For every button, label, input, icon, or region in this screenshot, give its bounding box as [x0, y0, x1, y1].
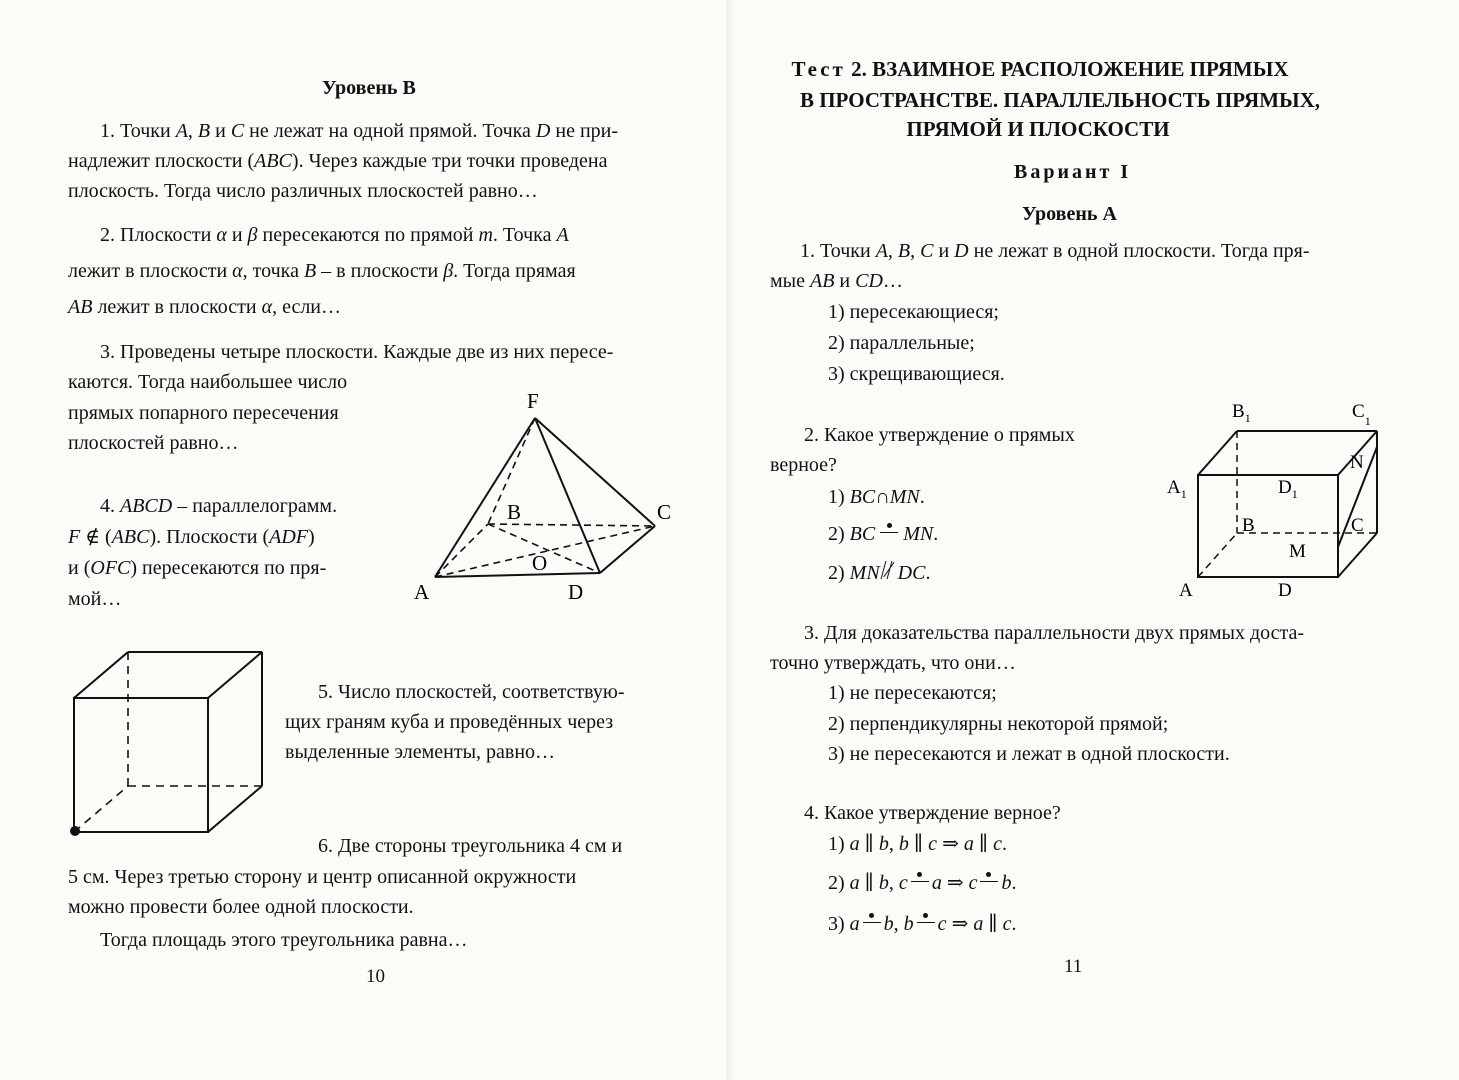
skew-lines-symbol [875, 520, 903, 540]
right-q3-option1: 1) не пересекаются; [828, 682, 997, 704]
test-title-line2: В ПРОСТРАНСТВЕ. ПАРАЛЛЕЛЬНОСТЬ ПРЯМЫХ, [799, 88, 1321, 112]
right-q2-line1: 2. Какое утверждение о прямых [804, 424, 1075, 446]
cube2-label-C: C [1351, 515, 1364, 536]
right-page [730, 0, 1459, 1080]
cube-front-face [74, 698, 208, 832]
left-q5-line2: щих граням куба и проведённых через [285, 711, 614, 733]
cube2-label-D: D [1278, 580, 1292, 601]
right-q3-line2: точно утверждать, что они… [770, 652, 1016, 674]
level-a-title: Уровень А [1022, 203, 1117, 225]
edge-BC-hidden [488, 524, 655, 526]
skew-symbol-2 [977, 869, 1001, 889]
cube2-label-N: N [1350, 452, 1364, 473]
cube2-label-B1: $B_1$ [1232, 401, 1251, 425]
left-q6-line2: 5 см. Через третью сторону и центр описанной окружности [68, 866, 577, 888]
pyr-label-D: D [568, 580, 584, 604]
skew-symbol-3 [860, 910, 884, 930]
left-q2-line2: лежит в плоскости α, точка B – в плоскости β. Тогда прямая [68, 260, 576, 282]
pyramid-figure [400, 380, 700, 610]
page-number-right: 11 [1064, 956, 1083, 977]
edge-FC [535, 418, 655, 526]
cube2-edge-DC [1338, 533, 1377, 577]
cube-hidden-diagonal [74, 786, 128, 832]
left-q3-line2: каются. Тогда наибольшее число [68, 371, 348, 393]
cube2-label-M: M [1289, 541, 1306, 562]
edge-AD [435, 573, 600, 577]
left-q6-line3: можно провести более одной плоскости. [68, 896, 414, 918]
cube-figure-right [1150, 395, 1380, 610]
edge-AB-hidden [435, 524, 488, 577]
pyr-label-C: C [657, 500, 672, 524]
variant-title: Вариант I [1014, 161, 1132, 183]
right-q3-option3: 3) не пересекаются и лежат в одной плоскости. [828, 743, 1230, 765]
test-title-line3: ПРЯМОЙ И ПЛОСКОСТИ [906, 117, 1170, 141]
left-q1-line1: 1. Точки A, B и C не лежат на одной прямой. Точка D не при- [100, 120, 619, 142]
pyr-label-A: A [414, 580, 430, 604]
cube2-edge-A1B1 [1198, 431, 1237, 475]
left-q4-line3: и (OFC) пересекаются по пря- [68, 557, 327, 579]
right-q1-line2: мые AB и CD… [770, 270, 903, 292]
left-q4-line4: мой… [68, 588, 122, 610]
cube-edge-br [208, 786, 262, 832]
left-q1-line3: плоскость. Тогда число различных плоскостей равно… [68, 180, 538, 202]
cube2-label-D1: $D_1$ [1278, 477, 1298, 501]
cube2-label-A1: $A_1$ [1167, 477, 1187, 501]
left-q3-line1: 3. Проведены четыре плоскости. Каждые две из них пересе- [100, 341, 614, 363]
left-q6-line4: Тогда площадь этого треугольника равна… [100, 929, 468, 951]
right-q4-option2: 2) a ∥ b, c a ⇒ c b. [828, 868, 1016, 898]
cube-edge-tl [74, 652, 128, 698]
right-q4-option3: 3) a b, b c ⇒ a ∥ c. [828, 909, 1016, 939]
edge-FD [535, 418, 600, 573]
right-q2-option3: 2) MN DC. [828, 558, 930, 588]
cube2-hidden-AB [1198, 533, 1237, 577]
right-q1-option3: 3) скрещивающиеся. [828, 363, 1005, 385]
left-q3-line4: плоскостей равно… [68, 432, 239, 454]
right-q1-option1: 1) пересекающиеся; [828, 301, 999, 323]
pyr-label-F: F [527, 389, 539, 413]
right-q2-option2: 2) BC MN. [828, 519, 938, 549]
left-q5-line1: 5. Число плоскостей, соответствую- [318, 681, 625, 703]
cube2-label-C1: $C_1$ [1352, 401, 1371, 428]
right-q1-option2: 2) параллельные; [828, 332, 975, 354]
right-q2-option1: 1) BC∩MN. [828, 486, 925, 508]
cube2-label-B: B [1242, 515, 1255, 536]
edge-FA [435, 418, 535, 577]
pyr-label-O: O [532, 551, 548, 575]
cube2-front-face [1198, 475, 1338, 577]
left-q1-line2: надлежит плоскости (ABC). Через каждые три точки проведена [68, 150, 608, 172]
left-q4-line1: 4. ABCD – параллелограмм. [100, 495, 338, 517]
not-parallel-symbol [880, 559, 898, 579]
pyr-label-B: B [507, 500, 522, 524]
left-q6-line1: 6. Две стороны треугольника 4 см и [318, 835, 623, 857]
skew-symbol-4 [914, 910, 938, 930]
cube-edge-tr [208, 652, 262, 698]
page-number-left: 10 [366, 966, 385, 987]
right-q4-line1: 4. Какое утверждение верное? [804, 802, 1061, 824]
left-q2-line3: AB лежит в плоскости α, если… [68, 296, 342, 318]
left-q2-line1: 2. Плоскости α и β пересекаются по прямой m. Точка A [100, 224, 569, 246]
left-q4-line2: F ∉ (ABC). Плоскости (ADF) [68, 526, 315, 548]
cube-highlighted-vertex [70, 826, 80, 836]
level-b-title: Уровень В [322, 77, 416, 99]
right-q1-line1: 1. Точки A, B, C и D не лежат в одной плоскости. Тогда пря- [800, 240, 1310, 262]
cube2-label-A: A [1179, 580, 1193, 601]
right-q4-option1: 1) a ∥ b, b ∥ c ⇒ a ∥ c. [828, 833, 1007, 855]
right-q2-line2: верное? [770, 454, 837, 476]
skew-symbol-1 [908, 869, 932, 889]
test-title-line1: Тест 2. ВЗАИМНОЕ РАСПОЛОЖЕНИЕ ПРЯМЫХ [791, 57, 1289, 81]
right-q3-line1: 3. Для доказательства параллельности двух прямых доста- [804, 622, 1305, 644]
right-q3-option2: 2) перпендикулярны некоторой прямой; [828, 713, 1169, 735]
left-q3-line3: прямых попарного пересечения [68, 402, 339, 424]
left-q5-line3: выделенные элементы, равно… [285, 741, 556, 763]
cube-figure-left [60, 640, 280, 850]
